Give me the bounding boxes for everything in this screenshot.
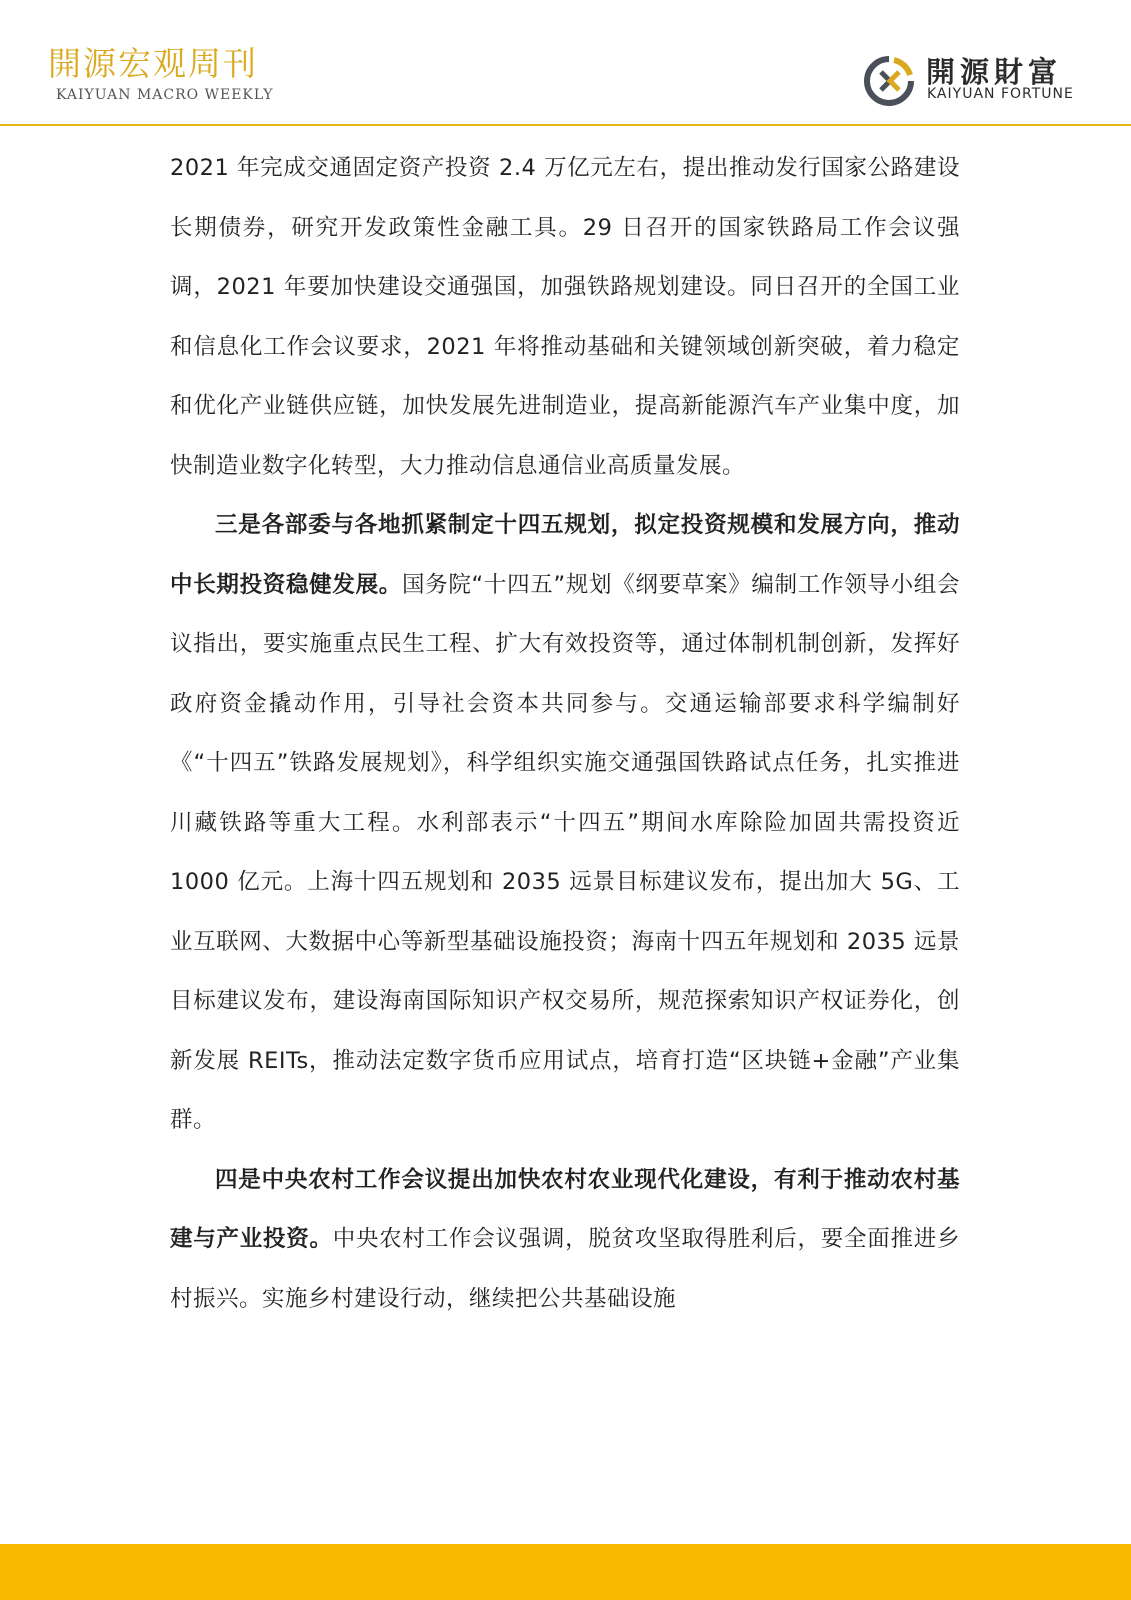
logo-name-en: KAIYUAN FORTUNE [927,86,1074,102]
paragraph-1: 2021 年完成交通固定资产投资 2.4 万亿元左右，提出推动发行国家公路建设长期债券，研究开发政策性金融工具。29 日召开的国家铁路局工作会议强调，2021 年要加快建设交通强国，加强铁路规划建设。同日召开的全国工业和信息化工作会议要求，2021 年将推动基础和关键领域创新突破，着力稳定和优化产业链供应链，加快发展先进制造业，提高新能源汽车产业集中度，加快制造业数字化转型，大力推动信息通信业高质量发展。 [170,155,960,479]
logo-name-cn: 開源財富 [926,55,1063,89]
header-divider [0,124,1131,126]
publication-title: 開源宏观周刊 [48,44,258,83]
paragraph-3-text: 中央农村工作会议强调，脱贫攻坚取得胜利后，要全面推进乡村振兴。实施乡村建设行动，继续把公共基础设施 [170,1226,960,1312]
article-body [170,139,960,1329]
paragraph-2-lead: 三是各部委与各地抓紧制定十四五规划，拟定投资规模和发展方向，推动中长期投资稳健发展。 [170,512,960,598]
paragraph-2-text: 国务院“十四五”规划《纲要草案》编制工作领导小组会议指出，要实施重点民生工程、扩大有效投资等，通过体制机制创新，发挥好政府资金撬动作用，引导社会资本共同参与。交通运输部要求科学编制好《“十四五”铁路发展规划》，科学组织实施交通强国铁路试点任务，扎实推进川藏铁路等重大工程。水利部表示“十四五”期间水库除险加固共需投资近 1000 亿元。上海十四五规划和 2035 远景目标建议发布，提出加大 5G、工业互联网、大数据中心等新型基础设施投资；海南十四五年规划和 2035 远景目标建议发布，建设海南国际知识产权交易所，规范探索知识产权证券化，创新发展 REITs，推动法定数字货币应用试点，培育打造“区块链+金融”产业集群。 [170,571,960,1133]
publication-subtitle: KAIYUAN MACRO WEEKLY [56,87,274,103]
paragraph-3 [170,1151,960,1330]
paragraph-3-lead: 四是中央农村工作会议提出加快农村农业现代化建设，有利于推动农村基建与产业投资。 [170,1166,960,1252]
footer-bar [0,1544,1131,1600]
paragraph-2 [170,496,960,1151]
kaiyuan-logo-icon [864,56,914,106]
